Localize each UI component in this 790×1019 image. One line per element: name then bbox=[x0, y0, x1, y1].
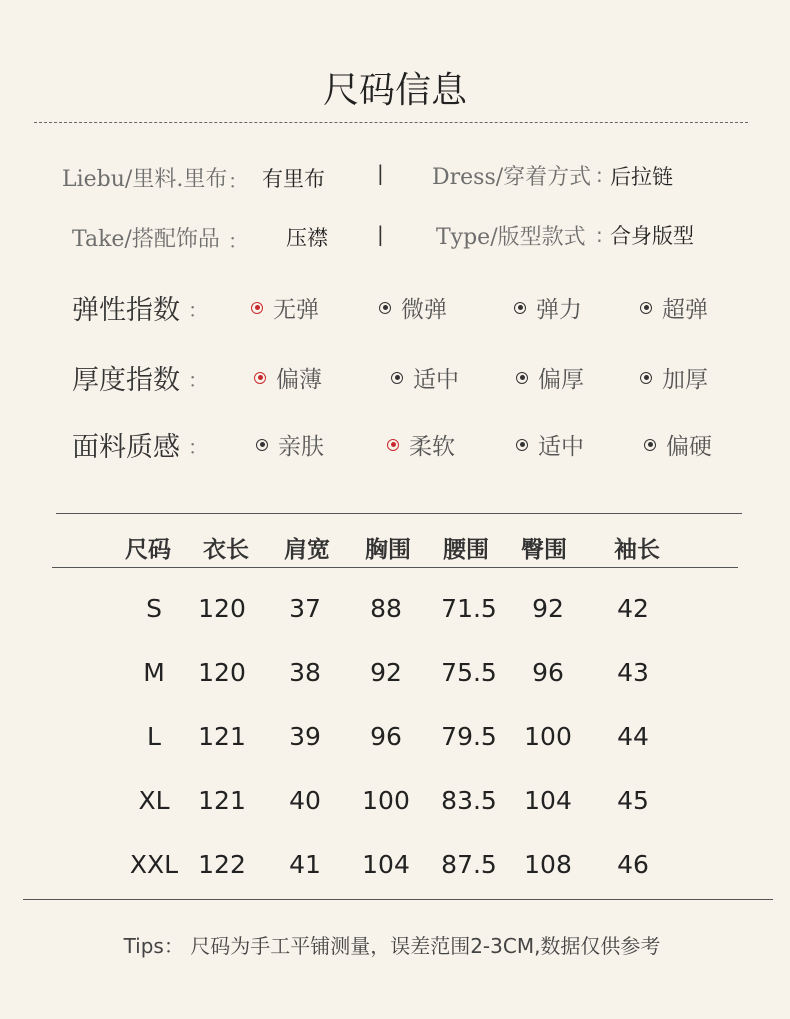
option-jiahou bbox=[640, 361, 708, 394]
option-label: 超弹 bbox=[662, 297, 708, 323]
table-cell: 96 bbox=[370, 722, 402, 751]
option-label: 加厚 bbox=[662, 367, 708, 393]
column-header-chest: 胸围 bbox=[365, 536, 411, 563]
take-label: Take/搭配饰品 bbox=[72, 227, 220, 252]
table-cell: 121 bbox=[198, 786, 246, 815]
lining-label: Liebu/里料.里布 bbox=[62, 167, 228, 192]
table-cell: 45 bbox=[617, 786, 649, 815]
option-label: 亲肤 bbox=[278, 434, 324, 460]
table-cell: 104 bbox=[524, 786, 572, 815]
dress-label: Dress/穿着方式 bbox=[432, 165, 592, 190]
table-cell: 79.5 bbox=[441, 722, 497, 751]
table-cell: 37 bbox=[289, 594, 321, 623]
tips-text: Tips： 尺码为手工平铺测量，误差范围2-3CM,数据仅供参考 bbox=[123, 934, 661, 958]
table-cell: 100 bbox=[362, 786, 410, 815]
radio-icon bbox=[379, 302, 391, 314]
dress-colon: : bbox=[596, 163, 603, 187]
size-cell: XXL bbox=[129, 850, 179, 879]
elasticity-colon: ： bbox=[188, 298, 208, 322]
table-cell: 42 bbox=[617, 594, 649, 623]
table-cell: 104 bbox=[362, 850, 410, 879]
table-cell: 46 bbox=[617, 850, 649, 879]
table-cell: 120 bbox=[198, 658, 246, 687]
page-title: 尺码信息 bbox=[322, 70, 467, 111]
table-cell: 100 bbox=[524, 722, 572, 751]
option-label: 微弹 bbox=[401, 297, 447, 323]
radio-selected-icon bbox=[387, 439, 399, 451]
option-chaotan bbox=[640, 291, 708, 324]
table-top-line bbox=[56, 513, 742, 514]
radio-selected-icon bbox=[254, 372, 266, 384]
option-wutan bbox=[251, 291, 319, 324]
option-pianhou bbox=[516, 361, 584, 394]
take-value: 压襟 bbox=[286, 226, 328, 250]
table-cell: 71.5 bbox=[441, 594, 497, 623]
option-rouruan bbox=[387, 428, 455, 461]
type-label: Type/版型款式 bbox=[436, 225, 586, 250]
size-cell: S bbox=[146, 594, 162, 623]
table-cell: 108 bbox=[524, 850, 572, 879]
option-shizhong bbox=[391, 361, 459, 394]
column-header-length: 衣长 bbox=[203, 536, 249, 563]
table-cell: 92 bbox=[532, 594, 564, 623]
option-pianbao bbox=[254, 361, 322, 394]
lining-value: 有里布 bbox=[262, 167, 325, 191]
option-shizhong-2 bbox=[516, 428, 584, 461]
table-cell: 92 bbox=[370, 658, 402, 687]
take-colon: ： bbox=[228, 229, 248, 253]
dashed-divider bbox=[34, 122, 748, 123]
size-cell: M bbox=[143, 658, 165, 687]
dress-value: 后拉链 bbox=[610, 165, 673, 189]
texture-colon: ： bbox=[188, 435, 208, 459]
table-cell: 122 bbox=[198, 850, 246, 879]
table-cell: 40 bbox=[289, 786, 321, 815]
table-cell: 41 bbox=[289, 850, 321, 879]
radio-icon bbox=[514, 302, 526, 314]
table-cell: 120 bbox=[198, 594, 246, 623]
column-header-waist: 腰围 bbox=[443, 536, 489, 563]
type-colon: : bbox=[596, 223, 603, 247]
table-header-line bbox=[52, 567, 738, 568]
radio-selected-icon bbox=[251, 302, 263, 314]
column-header-size: 尺码 bbox=[125, 536, 171, 563]
option-label: 弹力 bbox=[536, 297, 582, 323]
option-label: 偏硬 bbox=[666, 434, 712, 460]
radio-icon bbox=[391, 372, 403, 384]
column-header-shoulder: 肩宽 bbox=[284, 536, 330, 563]
option-tanli bbox=[514, 291, 582, 324]
type-value: 合身版型 bbox=[610, 224, 694, 248]
table-cell: 121 bbox=[198, 722, 246, 751]
table-cell: 43 bbox=[617, 658, 649, 687]
option-label: 无弹 bbox=[273, 297, 319, 323]
info-separator: | bbox=[377, 222, 384, 246]
column-header-sleeve: 袖长 bbox=[614, 536, 660, 563]
radio-icon bbox=[516, 439, 528, 451]
table-bottom-line bbox=[23, 899, 773, 900]
info-separator: | bbox=[377, 161, 384, 185]
table-cell: 39 bbox=[289, 722, 321, 751]
texture-label: 面料质感 bbox=[72, 432, 180, 463]
thickness-colon: ： bbox=[188, 368, 208, 392]
lining-colon: ： bbox=[228, 169, 248, 193]
option-qinfu bbox=[256, 428, 324, 461]
table-cell: 88 bbox=[370, 594, 402, 623]
option-label: 偏薄 bbox=[276, 367, 322, 393]
table-cell: 87.5 bbox=[441, 850, 497, 879]
table-cell: 38 bbox=[289, 658, 321, 687]
radio-icon bbox=[640, 302, 652, 314]
option-weitan bbox=[379, 291, 447, 324]
radio-icon bbox=[256, 439, 268, 451]
option-label: 偏厚 bbox=[538, 367, 584, 393]
option-pianying bbox=[644, 428, 712, 461]
option-label: 适中 bbox=[538, 434, 584, 460]
radio-icon bbox=[640, 372, 652, 384]
table-cell: 75.5 bbox=[441, 658, 497, 687]
size-cell: L bbox=[147, 722, 161, 751]
elasticity-label: 弹性指数 bbox=[72, 295, 180, 326]
radio-icon bbox=[644, 439, 656, 451]
option-label: 柔软 bbox=[409, 434, 455, 460]
table-cell: 96 bbox=[532, 658, 564, 687]
thickness-label: 厚度指数 bbox=[72, 365, 180, 396]
size-cell: XL bbox=[138, 786, 170, 815]
table-cell: 44 bbox=[617, 722, 649, 751]
radio-icon bbox=[516, 372, 528, 384]
column-header-hip: 臀围 bbox=[521, 536, 567, 563]
table-cell: 83.5 bbox=[441, 786, 497, 815]
option-label: 适中 bbox=[413, 367, 459, 393]
